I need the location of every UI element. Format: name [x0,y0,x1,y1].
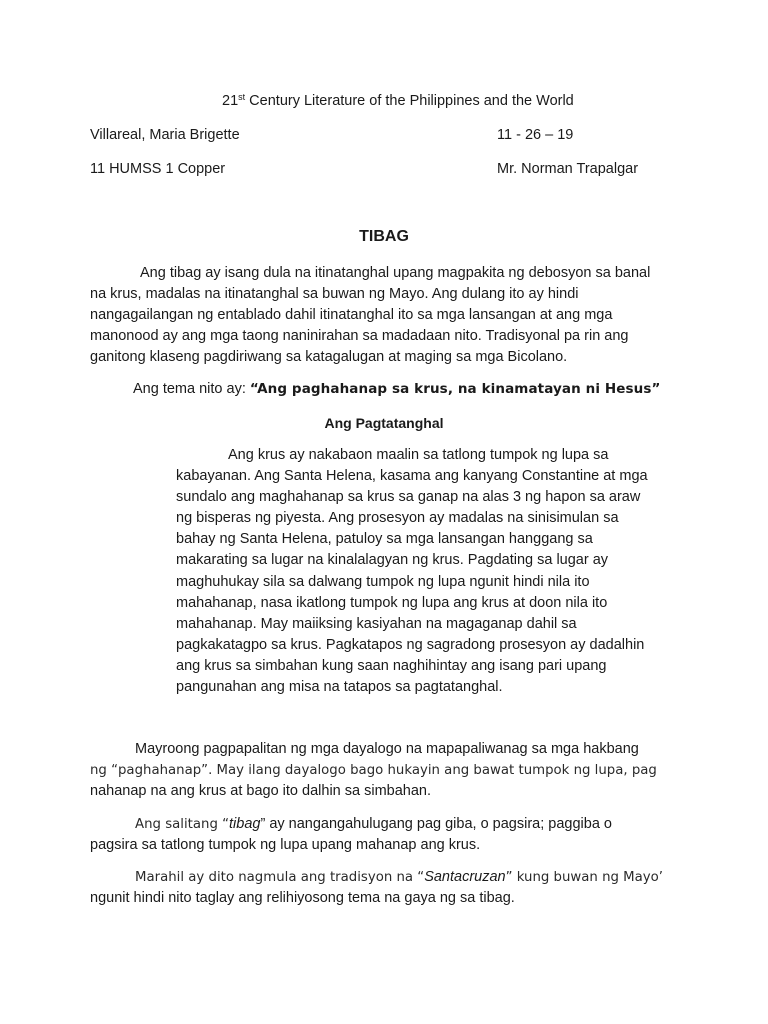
intro-line: ganitong klaseng pagdiriwang sa katagalugan at maging sa mga Bicolano. [90,349,568,365]
intro-paragraph [90,263,680,368]
word-suffix: ” ay nangangahulugang pag giba, o pagsira; paggiba o [260,816,612,832]
performance-line: pagkakatagpo sa krus. Pagkatapos ng sagradong prosesyon ay dadalhin [176,636,645,653]
origin-line: ngunit hindi nito taglay ang relihiyosong tema na gaya ng sa tibag. [90,890,515,906]
submission-date: 11 - 26 – 19 [497,127,574,143]
student-name: Villareal, Maria Brigette [90,127,240,143]
section-heading: Ang Pagtatanghal [324,415,444,431]
course-name: Century Literature of the Philippines and the World [245,93,574,109]
teacher-name: Mr. Norman Trapalgar [497,161,639,177]
origin-suffix: ” kung buwan ng Mayo’ [505,870,664,885]
performance-line: mahahanap, nasa ikatlong tumpok ng lupa ang krus at doon nila ito [176,594,608,611]
theme-value: “Ang paghahanap sa krus, na kinamatayan ni Hesus” [249,381,661,397]
performance-line: Ang krus ay nakabaon maalin sa tatlong tumpok ng lupa sa [228,447,609,463]
performance-line: pangunahan ang misa na tatapos sa pagtatanghal. [176,679,503,696]
course-ordinal: st [238,92,246,102]
performance-line: ng bisperas ng piyesta. Ang prosesyon ay madalas na sinisimulan sa [176,510,619,527]
performance-paragraph [176,445,656,698]
dialogue-paragraph [90,739,680,802]
word-prefix: Ang salitang “ [135,817,230,832]
performance-line: sundalo ang maghahanap sa krus sa ganap na alas 3 ng hapon sa araw [176,489,641,506]
origin-term: Santacruzan [424,869,506,885]
theme-label: Ang tema nito ay: [133,381,250,397]
course-number: 21 [222,93,239,109]
intro-line: Ang tibag ay isang dula na itinatanghal upang magpakita ng debosyon sa banal [140,265,651,281]
intro-line: nangagailangan ng entablado dahil itinatanghal ito sa mga lansangan at ang mga [90,307,613,323]
performance-line: makarating sa lugar na kinalalagyan ng krus. Pagdating sa lugar ay [176,552,609,569]
word-meaning-paragraph [90,814,680,856]
performance-line: kabayanan. Ang Santa Helena, kasama ang kanyang Constantine at mga [176,468,648,485]
origin-prefix: Marahil ay dito nagmula ang tradisyon na “ [135,870,425,885]
course-title [222,94,574,109]
intro-line: na krus, madalas na itinatanghal sa buwan ng Mayo. Ang dulang ito ay hindi [90,286,579,302]
performance-line: maghuhukay sila sa dalwang tumpok ng lupa ngunit hindi nila ito [176,573,590,590]
performance-line: mahahanap. May maiiksing kasiyahan na magaganap dahil sa [176,615,577,632]
dialogue-line: Mayroong pagpapalitan ng mga dayalogo na mapapaliwanag sa mga hakbang [135,741,639,757]
student-section: 11 HUMSS 1 Copper [90,161,226,177]
performance-line: ang krus sa simbahan kung saan naghihintay ang isang pari upang [176,657,607,674]
document-title: TIBAG [359,228,409,245]
dialogue-line: nahanap na ang krus at bago ito dalhin sa simbahan. [90,783,431,799]
theme-line [133,382,661,397]
intro-line: manonood ay ang mga taong naninirahan sa madadaan nito. Tradisyonal pa rin ang [90,328,629,344]
origin-paragraph [90,867,680,909]
word-term: tibag [229,816,261,832]
performance-line: bahay ng Santa Helena, patuloy sa mga lansangan hanggang sa [176,531,593,548]
dialogue-line: ng “paghahanap”. May ilang dayalogo bago hukayin ang bawat tumpok ng lupa, pag [90,763,657,778]
word-line: pagsira sa tatlong tumpok ng lupa upang mahanap ang krus. [90,837,481,853]
